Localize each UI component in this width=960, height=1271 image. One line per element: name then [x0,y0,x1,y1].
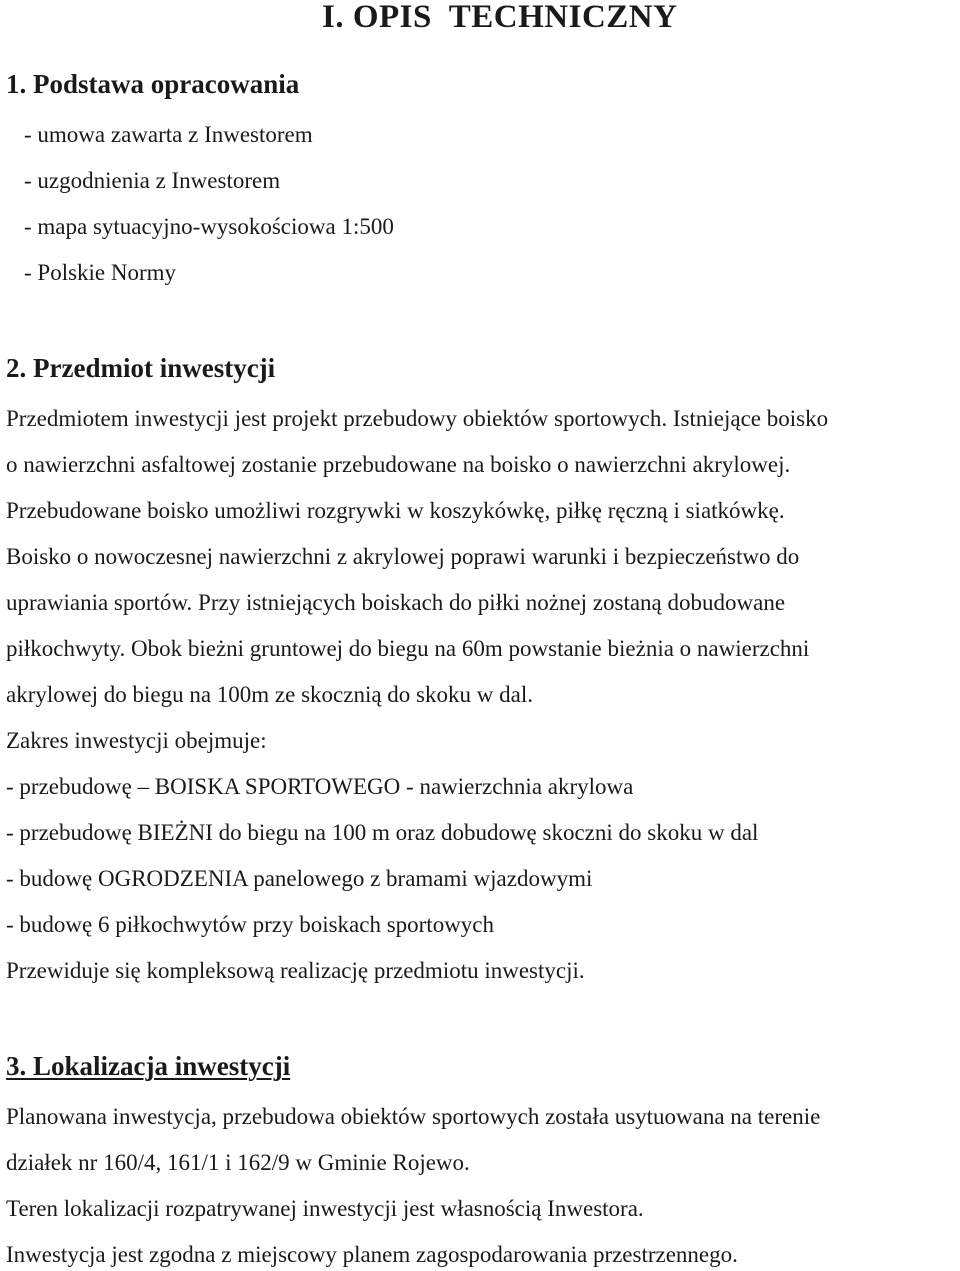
section-1-item: - Polskie Normy [24,260,177,285]
section-2-list-item: - przebudowę – BOISKA SPORTOWEGO - nawierzchnia akrylowa [6,774,634,799]
section-1-item: - mapa sytuacyjno-wysokościowa 1:500 [24,214,394,239]
section-2-line: o nawierzchni asfaltowej zostanie przebudowane na boisko o nawierzchni akrylowej. [6,452,791,477]
section-3-line: Teren lokalizacji rozpatrywanej inwestycji jest własnością Inwestora. [6,1196,644,1221]
section-2-line: Boisko o nowoczesnej nawierzchni z akrylowej poprawi warunki i bezpieczeństwo do [6,544,800,569]
section-2-line: piłkochwyty. Obok bieżni gruntowej do biegu na 60m powstanie bieżnia o nawierzchni [6,636,810,661]
section-2-list-item: - budowę 6 piłkochwytów przy boiskach sportowych [6,912,495,937]
section-2-list-item: - przebudowę BIEŻNI do biegu na 100 m oraz dobudowę skoczni do skoku w dal [6,820,759,845]
section-3-line: działek nr 160/4, 161/1 i 162/9 w Gminie Rojewo. [6,1150,470,1175]
section-2-line: Przebudowane boisko umożliwi rozgrywki w koszykówkę, piłkę ręczną i siatkówkę. [6,498,785,523]
section-2-line: Przedmiotem inwestycji jest projekt przebudowy obiektów sportowych. Istniejące boisko [6,406,829,431]
section-2-list-item: - budowę OGRODZENIA panelowego z bramami wjazdowymi [6,866,593,891]
section-2-line: Zakres inwestycji obejmuje: [6,728,267,753]
section-1-heading: 1. Podstawa opracowania [6,69,300,99]
section-3-line: Planowana inwestycja, przebudowa obiektów sportowych została usytuowana na terenie [6,1104,821,1129]
section-2-line: uprawiania sportów. Przy istniejących boiskach do piłki nożnej zostaną dobudowane [6,590,786,615]
section-2-line: akrylowej do biegu na 100m ze skocznią do skoku w dal. [6,682,533,707]
document-title: I. OPIS TECHNICZNY [322,0,678,35]
section-1-item: - umowa zawarta z Inwestorem [24,122,313,147]
section-2-line: Przewiduje się kompleksową realizację przedmiotu inwestycji. [6,958,585,983]
section-3-line: Inwestycja jest zgodna z miejscowy planem zagospodarowania przestrzennego. [6,1242,738,1267]
section-2-heading: 2. Przedmiot inwestycji [6,353,276,383]
section-1-item: - uzgodnienia z Inwestorem [24,168,281,193]
section-3-heading: 3. Lokalizacja inwestycji [6,1051,291,1081]
